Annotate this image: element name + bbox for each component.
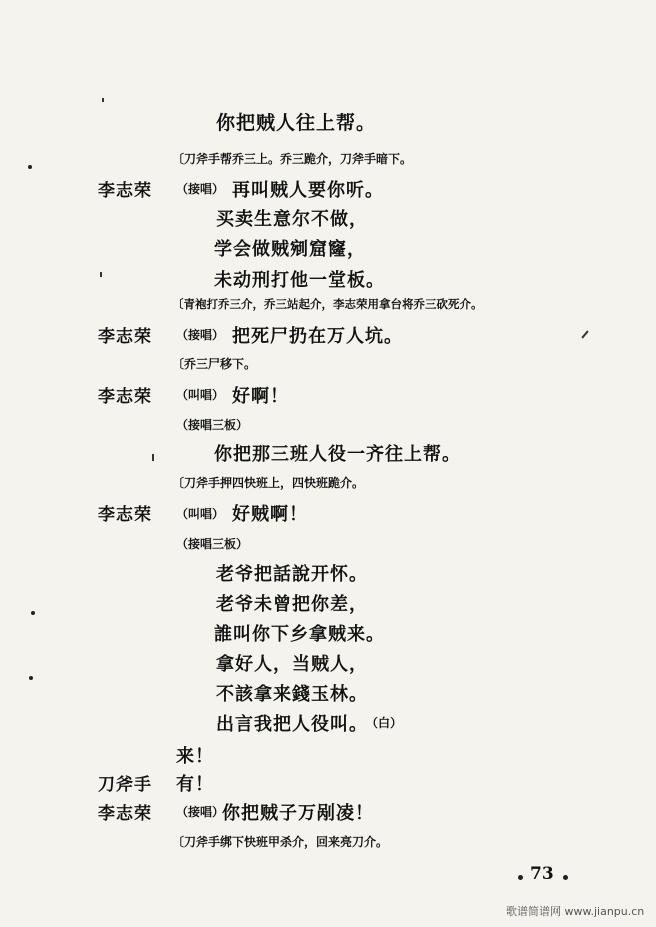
verse-line: 好啊！ xyxy=(232,386,289,407)
verse-line: 老爷把話說开怀。 xyxy=(216,564,368,585)
verse-line: 有！ xyxy=(176,774,214,795)
verse-line: 买卖生意尔不做， xyxy=(216,209,368,230)
speaker-name: 刀斧手 xyxy=(98,775,152,795)
stage-direction: 〔刀斧手绑下快班甲杀介，回来亮刀介。 xyxy=(172,835,389,849)
verse-line: 你把贼子万剐凌！ xyxy=(222,803,374,824)
scan-speck xyxy=(102,98,104,102)
stage-direction: 〔刀斧手帮乔三上。乔三跪介，刀斧手暗下。 xyxy=(172,152,413,166)
scan-speck xyxy=(581,330,588,338)
verse-line: 你把贼人往上帮。 xyxy=(216,112,377,134)
stage-direction: 〔青袍打乔三介，乔三站起介，李志荣用拿台将乔三砍死介。 xyxy=(172,297,483,311)
speaker-name: 李志荣 xyxy=(98,327,152,347)
scan-speck xyxy=(28,165,32,169)
singing-cue: （叫唱） xyxy=(176,507,225,521)
verse-line: 来！ xyxy=(176,746,214,767)
scan-speck xyxy=(100,272,102,277)
singing-cue: （接唱） xyxy=(176,805,225,819)
scan-speck xyxy=(31,611,35,615)
page-number: 73 xyxy=(530,864,554,884)
watermark: 歌谱简谱网 www.jianpu.cn xyxy=(506,905,645,918)
stage-direction: 〔乔三尸移下。 xyxy=(172,357,257,371)
aside-cue: （白） xyxy=(366,716,403,730)
verse-line: 好贼啊！ xyxy=(232,504,308,525)
verse-line: 学会做贼剜窟窿， xyxy=(214,239,366,260)
verse-line: 你把那三班人役一齐往上帮。 xyxy=(214,444,461,465)
speaker-name: 李志荣 xyxy=(98,804,152,824)
scan-speck xyxy=(152,454,154,461)
verse-line: 拿好人，当贼人， xyxy=(216,654,368,675)
singing-cue: （接唱） xyxy=(176,328,225,342)
scan-speck xyxy=(29,676,33,680)
singing-cue: （叫唱） xyxy=(176,388,225,402)
singing-cue: （接唱三板） xyxy=(176,537,249,551)
singing-cue: （接唱） xyxy=(176,182,225,196)
verse-line: 誰叫你下乡拿贼来。 xyxy=(214,624,385,645)
speaker-name: 李志荣 xyxy=(98,181,152,201)
singing-cue: （接唱三板） xyxy=(176,418,249,432)
verse-line: 老爷未曾把你差， xyxy=(216,594,368,615)
verse-line: 出言我把人役叫。 xyxy=(216,714,368,735)
verse-line: 把死尸扔在万人坑。 xyxy=(232,326,403,347)
verse-line: 不該拿来錢玉林。 xyxy=(216,684,368,705)
verse-line: 再叫贼人要你听。 xyxy=(232,180,384,201)
speaker-name: 李志荣 xyxy=(98,387,152,407)
page-number-dot xyxy=(563,875,568,880)
page-number-dot xyxy=(518,875,523,880)
stage-direction: 〔刀斧手押四快班上，四快班跪介。 xyxy=(172,476,365,490)
speaker-name: 李志荣 xyxy=(98,505,152,525)
verse-line: 未动刑打他一堂板。 xyxy=(214,270,385,291)
